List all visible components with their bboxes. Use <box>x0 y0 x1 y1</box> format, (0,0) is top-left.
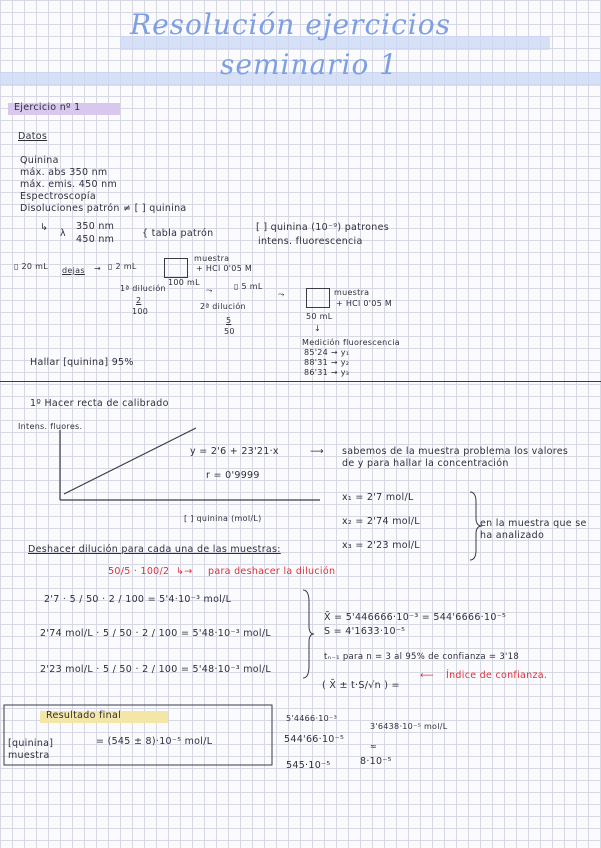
segunda-dilucion: 2ª dilución <box>200 302 246 311</box>
x-note: en la muestra que se ha analizado <box>480 518 587 541</box>
row2-frac2: 2 / 100 <box>142 628 178 639</box>
result-value: = (545 ± 8)·10⁻⁵ mol/L <box>96 736 213 747</box>
lambda-bottom: 450 nm <box>76 234 115 245</box>
lambda-top: 350 nm <box>76 221 115 232</box>
approx1: 545·10⁻⁵ <box>286 760 331 771</box>
page-subtitle: seminario 1 <box>220 48 399 81</box>
vol-20ml: 20 mL <box>21 262 49 271</box>
undo-text: Deshacer dilución para cada una de las muestras: <box>28 544 281 555</box>
mean-val: 5'4466·10⁻³ <box>286 714 338 723</box>
vol-50ml: 50 mL <box>306 312 333 321</box>
page-title: Resolución ejercicios <box>130 8 452 41</box>
datos-item-4: Espectroscopía <box>20 191 96 202</box>
arrow-4-icon: ⟶ <box>310 446 324 457</box>
undo-row-1: 2'7 · 5 / 50 · 2 / 100 = 5'4·10⁻³ mol/L <box>44 594 232 605</box>
hallar-text: Hallar [quinina] 95% <box>30 357 134 368</box>
row2-result: = 5'48·10⁻³ mol/L <box>180 628 271 639</box>
conc-note: [ ] quinina (10⁻⁹) patrones <box>256 222 390 233</box>
approx-icon: ≈ <box>370 742 378 751</box>
red-arrow-2-icon: ⟵ <box>420 670 434 681</box>
row2-lhs: 2'74 mol/L · <box>40 628 100 639</box>
intens-note: intens. fluorescencia <box>258 236 363 247</box>
datos-item-5: Disoluciones patrón ≠ [ ] quinina <box>20 203 187 214</box>
result-label: Resultado final <box>46 710 122 721</box>
datos-item-2: máx. abs 350 nm <box>20 167 108 178</box>
result-left: [quinina] muestra <box>8 738 54 761</box>
flask-2ml: ▯ 2 mL <box>108 262 137 271</box>
datos-item-3: máx. emis. 450 nm <box>20 179 117 190</box>
dejar-label: dejas <box>62 266 85 275</box>
lambda-symbol: λ <box>60 228 66 239</box>
y-axis-label: Intens. fluores. <box>18 422 83 431</box>
flask-label-2: + HCl 0'05 M <box>196 264 253 273</box>
flask-label-1: muestra <box>194 254 230 263</box>
reading-3: 86'31 → y₃ <box>304 368 350 377</box>
ci-formula: ( X̄ ± t·S/√n ) = <box>322 680 400 691</box>
r-value: r = 0'9999 <box>206 470 260 481</box>
vol-5ml: 5 mL <box>241 282 263 291</box>
approx2: 8·10⁻⁵ <box>360 756 392 767</box>
x1-value: x₁ = 2'7 mol/L <box>342 492 414 503</box>
row2-frac1: 5 / 50 <box>102 628 133 639</box>
frac1-num: 2 <box>136 296 142 305</box>
flask-20ml: ▯ 20 mL <box>14 262 49 271</box>
undo-row-3: 2'23 mol/L · 5 / 50 · 2 / 100 = 5'48·10⁻³ mol/L <box>40 664 271 675</box>
arrow-icon: ↳ <box>40 222 49 233</box>
arrow-3-icon: ⤳ <box>278 290 285 299</box>
down-arrow-icon: ↓ <box>314 324 322 333</box>
datos-label: Datos <box>18 131 48 142</box>
step1-heading: 1º Hacer recta de calibrado <box>30 398 169 409</box>
exercise-label: Ejercicio nº 1 <box>14 102 81 113</box>
t-note: tₙ₋₁ para n = 3 al 95% de confianza = 3'18 <box>324 652 520 662</box>
x3-value: x₃ = 2'23 mol/L <box>342 540 420 551</box>
undo-row-2: 2'74 mol/L · 5 / 50 · 2 / 100 = 5'48·10⁻³ mol/L <box>40 628 271 639</box>
hcl2: + HCl 0'05 M <box>336 299 393 308</box>
reading-1: 85'24 → y₁ <box>304 348 350 357</box>
x-axis-label: [ ] quinina (mol/L) <box>184 514 262 523</box>
muestra2: muestra <box>334 288 370 297</box>
ci-val: 3'6438·10⁻⁵ mol/L <box>370 722 448 731</box>
red-arrow-icon: ↳→ <box>176 566 193 577</box>
frac2-den: 50 <box>224 327 235 336</box>
sabemos-note: sabemos de la muestra problema los valores de y para hallar la concentración <box>342 446 569 469</box>
row3-frac1: 5 / 50 <box>102 664 133 675</box>
calibration-equation: y = 2'6 + 23'21·x <box>190 446 279 457</box>
sd-value: S = 4'1633·10⁻⁵ <box>324 626 406 637</box>
row3-lhs: 2'23 mol/L · <box>40 664 100 675</box>
primera-dilucion: 1ª dilución <box>120 284 166 293</box>
datos-item-1: Quinina <box>20 155 59 166</box>
row1-frac2: 2 / 100 <box>108 594 145 605</box>
frac2-num: 5 <box>226 316 232 325</box>
vol-100ml: 100 mL <box>168 278 200 287</box>
row3-result: = 5'48·10⁻³ mol/L <box>180 664 271 675</box>
x2-value: x₂ = 2'74 mol/L <box>342 516 420 527</box>
flask-5ml: ▯ 5 mL <box>234 282 263 291</box>
medicion: Medición fluorescencia <box>302 338 400 347</box>
arrow-2-icon: ⤳ <box>206 286 213 295</box>
undo-formula: 50/5 · 100/2 <box>108 566 170 577</box>
mean-value: X̄ = 5'446666·10⁻³ = 544'6666·10⁻⁵ <box>324 612 507 623</box>
row1-result: = 5'4·10⁻³ mol/L <box>147 594 232 605</box>
vol-2ml: 2 mL <box>115 262 137 271</box>
undo-red-note: para deshacer la dilución <box>208 566 336 577</box>
reading-2: 88'31 → y₂ <box>304 358 350 367</box>
tabla-patron: { tabla patrón <box>142 228 214 239</box>
row1-lhs: 2'7 · <box>44 594 67 605</box>
row3-frac2: 2 / 100 <box>142 664 178 675</box>
row1-frac1: 5 / 50 <box>69 594 99 605</box>
ci-red-note: Índice de confianza. <box>446 670 548 681</box>
mean-val2: 544'66·10⁻⁵ <box>284 734 345 745</box>
frac1-den: 100 <box>132 307 149 316</box>
arrow-1-icon: → <box>94 264 102 273</box>
